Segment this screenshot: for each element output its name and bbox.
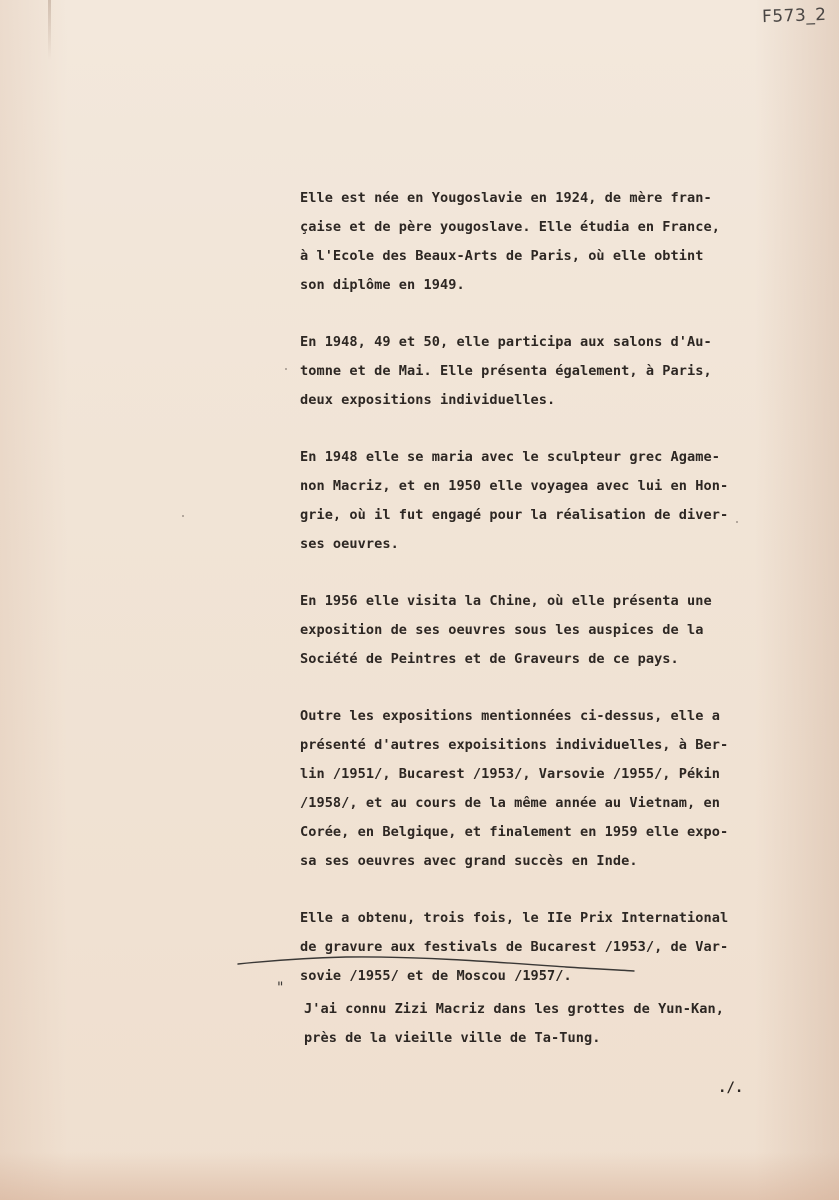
text-line: Société de Peintres et de Graveurs de ce pays. xyxy=(300,651,679,667)
text-line: ses oeuvres. xyxy=(300,536,399,552)
paper-speck xyxy=(285,368,287,370)
continuation-mark: ./. xyxy=(718,1080,744,1096)
text-line: à l'Ecole des Beaux-Arts de Paris, où elle obtint xyxy=(300,248,704,264)
text-line: Outre les expositions mentionnées ci-dessus, elle a xyxy=(300,708,720,724)
text-line: lin /1951/, Bucarest /1953/, Varsovie /1955/, Pékin xyxy=(300,766,720,782)
text-line: tomne et de Mai. Elle présenta également, à Paris, xyxy=(300,363,712,379)
archive-reference-code: F573_2 xyxy=(761,4,827,28)
biography-text xyxy=(300,184,775,1019)
handwritten-underline xyxy=(236,954,636,974)
text-line: En 1948 elle se maria avec le sculpteur grec Agame- xyxy=(300,449,720,465)
text-line: çaise et de père yougoslave. Elle étudia en France, xyxy=(300,219,720,235)
text-line: non Macriz, et en 1950 elle voyagea avec lui en Hon- xyxy=(300,478,729,494)
text-line: sa ses oeuvres avec grand succès en Inde. xyxy=(300,853,638,869)
paper-speck xyxy=(736,521,738,523)
text-line: Elle a obtenu, trois fois, le IIe Prix International xyxy=(300,910,729,926)
text-line: deux expositions individuelles. xyxy=(300,392,556,408)
text-line: près de la vieille ville de Ta-Tung. xyxy=(304,1030,601,1046)
text-line: grie, où il fut engagé pour la réalisation de diver- xyxy=(300,507,729,523)
text-line: son diplôme en 1949. xyxy=(300,277,465,293)
quote-paragraph xyxy=(304,995,774,1053)
text-line: présenté d'autres expoisitions individuelles, à Ber- xyxy=(300,737,729,753)
text-line: J'ai connu Zizi Macriz dans les grottes de Yun-Kan, xyxy=(304,1001,724,1017)
text-line: /1958/, et au cours de la même année au Vietnam, en xyxy=(300,795,720,811)
margin-quote-mark: " xyxy=(277,980,284,996)
paragraph-exhibitions xyxy=(300,702,775,876)
paragraph-marriage xyxy=(300,443,775,559)
text-line: Corée, en Belgique, et finalement en 1959 elle expo- xyxy=(300,824,729,840)
paragraph-prizes xyxy=(300,904,775,991)
paragraph-birth xyxy=(300,184,775,300)
text-line: En 1956 elle visita la Chine, où elle présenta une xyxy=(300,593,712,609)
text-line: sovie /1955/ et de Moscou /1957/. xyxy=(300,968,572,984)
paragraph-china xyxy=(300,587,775,674)
paper-speck xyxy=(182,515,184,517)
text-line: de gravure aux festivals de Bucarest /1953/, de Var- xyxy=(300,939,729,955)
text-line: Elle est née en Yougoslavie en 1924, de mère fran- xyxy=(300,190,712,206)
paper-crease xyxy=(48,0,51,60)
text-line: En 1948, 49 et 50, elle participa aux salons d'Au- xyxy=(300,334,712,350)
paragraph-salons xyxy=(300,328,775,415)
text-line: exposition de ses oeuvres sous les auspices de la xyxy=(300,622,704,638)
